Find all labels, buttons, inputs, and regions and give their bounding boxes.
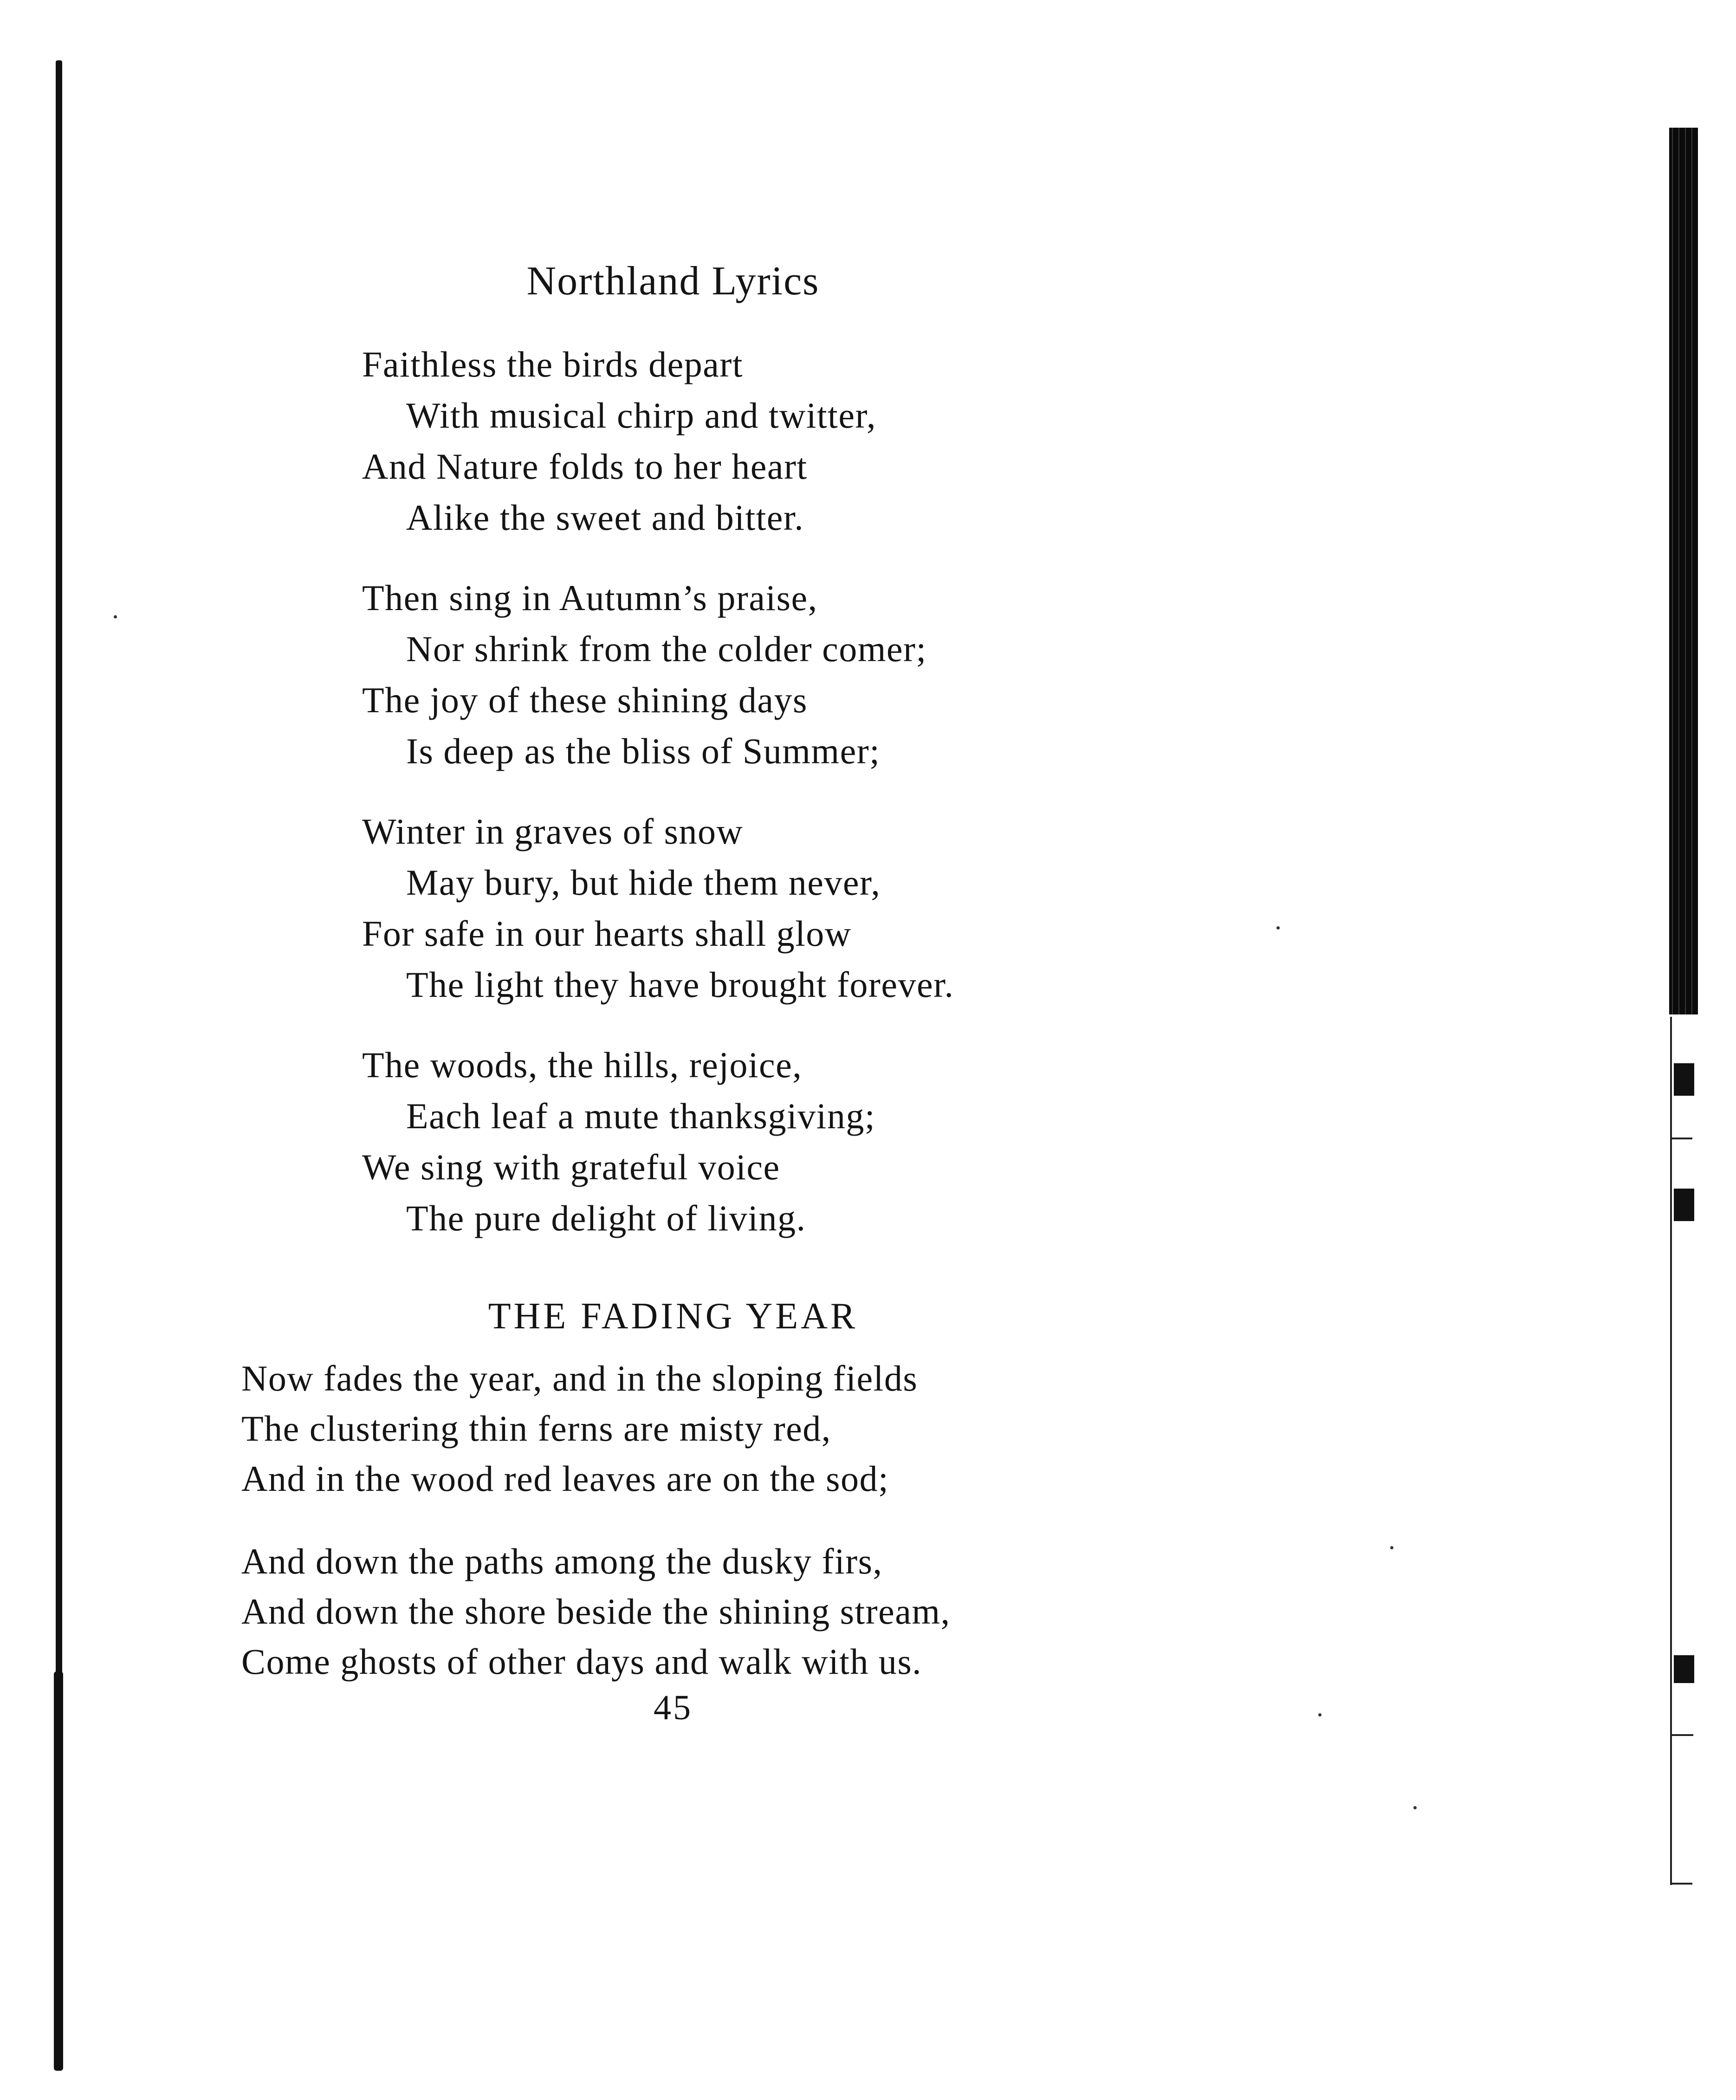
poem-line: Is deep as the bliss of Summer; <box>406 731 881 771</box>
scan-right-mark <box>1674 1189 1694 1221</box>
poem-line: The light they have brought forever. <box>406 964 954 1005</box>
page-number: 45 <box>654 1688 693 1727</box>
stanza <box>362 339 954 543</box>
poem-line: Each leaf a mute thanksgiving; <box>406 1096 876 1136</box>
poem-line: Winter in graves of snow <box>362 811 744 852</box>
poem-line: The pure delight of living. <box>406 1198 806 1238</box>
poem <box>241 1353 951 1719</box>
stanza <box>362 1040 954 1244</box>
poem-line: And in the wood red leaves are on the sod; <box>241 1458 889 1499</box>
scan-speck <box>1276 926 1280 930</box>
scan-left-edge-shadow <box>54 1671 63 2071</box>
stanza <box>362 806 954 1010</box>
stanza <box>241 1353 951 1504</box>
scan-right-mark <box>1674 1063 1694 1096</box>
running-head: Northland Lyrics <box>526 259 820 304</box>
poem-line: The woods, the hills, rejoice, <box>362 1045 803 1085</box>
poem-line: And down the paths among the dusky firs, <box>241 1541 883 1581</box>
section-title: THE FADING YEAR <box>488 1296 858 1337</box>
poem-line: Then sing in Autumn’s praise, <box>362 578 818 618</box>
poem <box>362 339 954 1244</box>
scan-right-tick <box>1670 1883 1692 1885</box>
poem-line: For safe in our hearts shall glow <box>362 913 852 954</box>
poem-line: Faithless the birds depart <box>362 344 744 384</box>
scan-right-tick <box>1670 1138 1692 1139</box>
stanza <box>241 1536 951 1687</box>
poem-line: The joy of these shining days <box>362 680 808 720</box>
poem-line: With musical chirp and twitter, <box>406 395 876 436</box>
poem-line: Nor shrink from the colder comer; <box>406 629 927 669</box>
poem-line: And down the shore beside the shining stream, <box>241 1591 951 1632</box>
poem-line: Come ghosts of other days and walk with us. <box>241 1641 922 1682</box>
stanza <box>362 572 954 777</box>
scan-right-tick <box>1670 1734 1693 1736</box>
poem-line: And Nature folds to her heart <box>362 446 808 487</box>
scan-speck <box>114 615 117 618</box>
poem-line: Now fades the year, and in the sloping fields <box>241 1358 918 1398</box>
scan-right-rule <box>1670 1017 1672 1885</box>
poem-line: The clustering thin ferns are misty red, <box>241 1408 831 1449</box>
poem-line: Alike the sweet and bitter. <box>406 497 804 538</box>
scan-right-edge-bar <box>1669 128 1698 1014</box>
scan-speck <box>1413 1806 1417 1809</box>
poem-line: May bury, but hide them never, <box>406 862 881 903</box>
scan-right-mark <box>1674 1655 1694 1683</box>
scan-speck <box>1390 1546 1393 1549</box>
poem-line: We sing with grateful voice <box>362 1147 780 1187</box>
